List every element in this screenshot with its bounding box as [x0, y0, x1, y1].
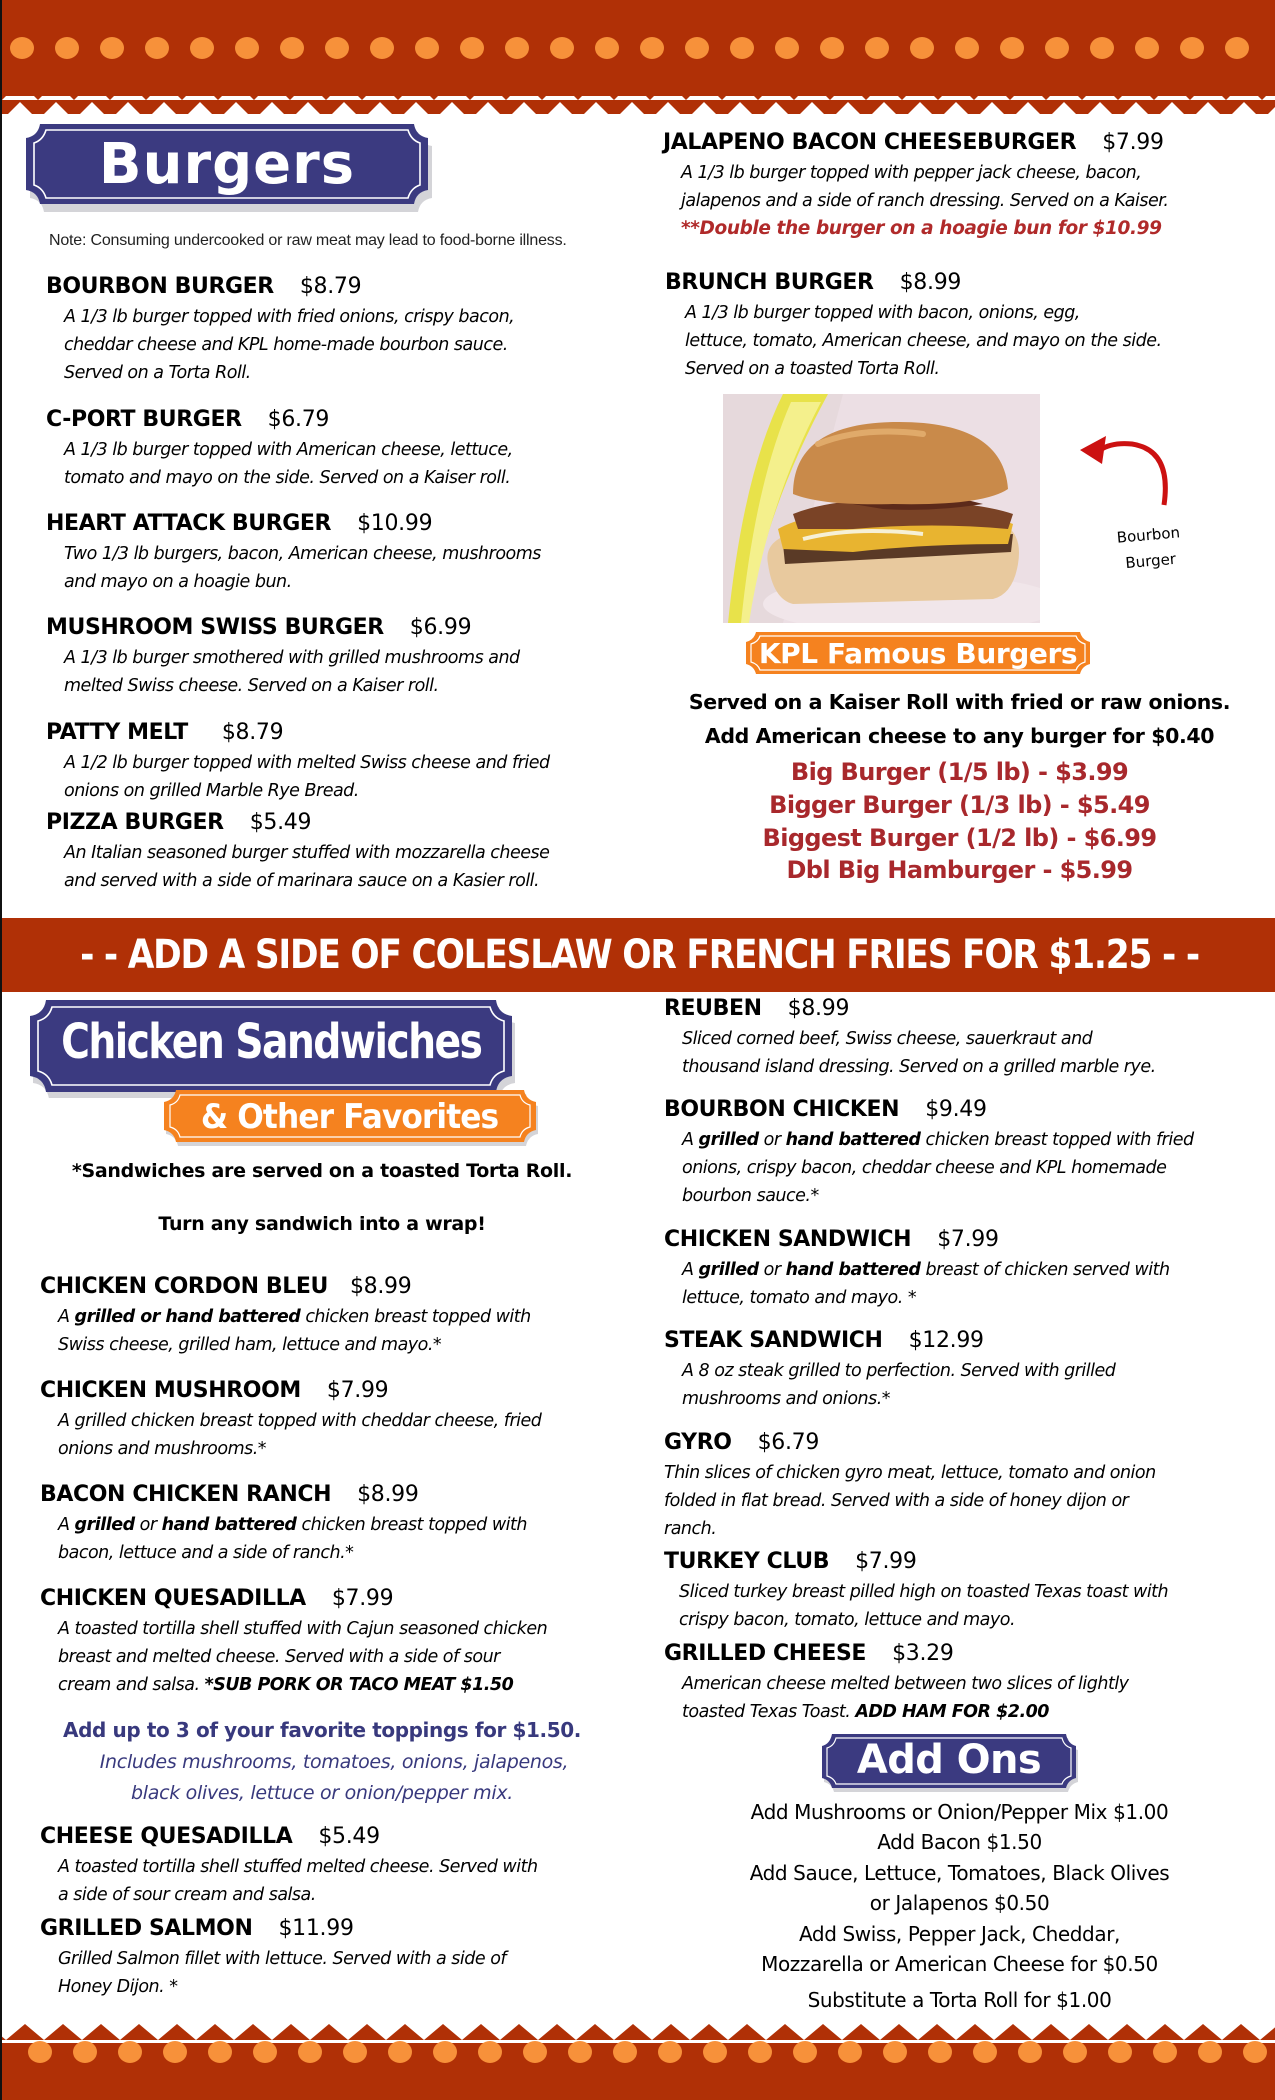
item-name: BOURBON CHICKEN: [664, 1097, 900, 1122]
menu-item-bourbon-burger: [46, 274, 514, 387]
item-price: $11.99: [278, 1916, 354, 1941]
bourbon-burger-photo: [723, 394, 1040, 623]
menu-item-grilled-salmon: [40, 1916, 506, 2001]
chicken-title-text: Chicken Sandwiches: [60, 1014, 482, 1070]
item-name: PIZZA BURGER: [46, 810, 224, 835]
item-description: A toasted tortilla shell stuffed with Cajun seasoned chicken breast and melted cheese. Served with a side of sour cream and salsa. *SUB PORK OR TACO MEAT $1.50: [58, 1619, 548, 1695]
item-name: PATTY MELT: [46, 720, 188, 745]
item-description: Grilled Salmon fillet with lettuce. Served with a side of Honey Dijon. *: [58, 1949, 507, 1997]
item-description: A grilled or hand battered chicken breast topped with bacon, lettuce and a side of ranch.*: [58, 1515, 527, 1563]
item-name: BRUNCH BURGER: [665, 270, 874, 295]
toppings-list-line2: black olives, lettuce or onion/pepper mix.: [130, 1782, 514, 1804]
item-description: A 8 oz steak grilled to perfection. Served with grilled mushrooms and onions.*: [682, 1361, 1116, 1409]
item-price: $7.99: [331, 1586, 394, 1611]
item-description: Sliced turkey breast pilled high on toasted Texas toast with crispy bacon, tomato, lettuce and mayo.: [679, 1582, 1169, 1630]
top-decorative-band: [2, 0, 1275, 114]
addon-sauce-veggies: Add Sauce, Lettuce, Tomatoes, Black Olives: [749, 1861, 1170, 1885]
item-name: HEART ATTACK BURGER: [46, 511, 332, 536]
burger-image-icon: [723, 394, 1040, 623]
side-offer-text: - - ADD A SIDE OF COLESLAW OR FRENCH FRIES FOR $1.25 - -: [80, 932, 1199, 978]
item-price: $7.99: [326, 1378, 389, 1403]
item-name: CHEESE QUESADILLA: [40, 1824, 293, 1849]
curved-arrow-icon: [1072, 430, 1172, 510]
scallop-border-icon: [2, 2020, 1275, 2100]
item-description: A grilled or hand battered chicken breast topped with Swiss cheese, grilled ham, lettuce and mayo.*: [58, 1307, 531, 1355]
addon-cheese-types: Mozzarella or American Cheese for $0.50: [761, 1952, 1158, 1976]
item-name: CHICKEN MUSHROOM: [40, 1378, 301, 1403]
addon-torta-roll: Substitute a Torta Roll for $1.00: [807, 1988, 1112, 2012]
add-ons-section-title: [820, 1732, 1078, 1792]
menu-item-bourbon-chicken: [664, 1097, 1194, 1210]
menu-item-patty-melt: [46, 720, 550, 805]
other-favorites-subtitle: [162, 1088, 538, 1146]
item-name: JALAPENO BACON CHEESEBURGER: [663, 130, 1077, 155]
kpl-price-big-burger: Big Burger (1/5 lb) - $3.99: [790, 758, 1129, 786]
menu-item-cheese-quesadilla: [40, 1824, 538, 1909]
kpl-price-bigger-burger: Bigger Burger (1/3 lb) - $5.49: [769, 791, 1150, 819]
toppings-list-line1: Includes mushrooms, tomatoes, onions, jalapenos,: [99, 1751, 569, 1773]
item-price: $6.99: [409, 615, 472, 640]
menu-item-chicken-quesadilla: [40, 1586, 547, 1699]
item-price: $9.49: [925, 1097, 987, 1122]
menu-item-grilled-cheese: [664, 1641, 1129, 1726]
item-price: $8.99: [787, 996, 850, 1021]
item-name: REUBEN: [664, 996, 762, 1021]
addon-mushrooms: Add Mushrooms or Onion/Pepper Mix $1.00: [750, 1800, 1169, 1824]
menu-item-pizza-burger: [46, 810, 549, 895]
item-price: $7.99: [1102, 130, 1164, 155]
item-description: A 1/3 lb burger topped with fried onions, crispy bacon, cheddar cheese and KPL home-made bourbon sauce. Served on a Torta Roll.: [64, 307, 515, 383]
item-price: $7.99: [937, 1227, 999, 1252]
item-name: GRILLED CHEESE: [664, 1641, 867, 1666]
menu-item-steak-sandwich: [664, 1328, 1115, 1413]
menu-item-brunch-burger: [665, 270, 1162, 383]
menu-item-jalapeno-bacon-cheeseburger: [663, 130, 1168, 243]
kpl-cheese-info: Add American cheese to any burger for $0.40: [704, 724, 1215, 748]
menu-item-reuben: [664, 996, 1156, 1081]
item-price: $5.49: [249, 810, 312, 835]
add-ons-title-text: Add Ons: [856, 1737, 1042, 1783]
item-description: A 1/3 lb burger smothered with grilled mushrooms and melted Swiss cheese. Served on a Kaiser roll.: [64, 648, 520, 696]
sandwich-roll-note: *Sandwiches are served on a toasted Torta Roll.: [71, 1160, 573, 1182]
item-price: $7.99: [855, 1549, 917, 1574]
wrap-note: Turn any sandwich into a wrap!: [158, 1213, 486, 1235]
menu-item-gyro: [664, 1430, 1156, 1543]
item-name: CHICKEN CORDON BLEU: [40, 1274, 328, 1299]
item-price: $12.99: [908, 1328, 984, 1353]
item-description: American cheese melted between two slices of lightly toasted Texas Toast. ADD HAM FOR $2.00: [682, 1674, 1129, 1722]
item-description: A grilled or hand battered breast of chicken served with lettuce, tomato and mayo. *: [682, 1260, 1170, 1308]
menu-item-chicken-sandwich: [664, 1227, 1170, 1312]
double-burger-offer: **Double the burger on a hoagie bun for $10.99: [681, 218, 1162, 239]
item-description: A 1/3 lb burger topped with American cheese, lettuce, tomato and mayo on the side. Served on a Kaiser roll.: [64, 440, 513, 488]
kpl-famous-burgers-title: [744, 630, 1092, 676]
addon-jalapenos: or Jalapenos $0.50: [869, 1891, 1050, 1915]
item-description: A 1/3 lb burger topped with bacon, onions, egg, lettuce, tomato, American cheese, and mayo on the side. Served on a toasted Torta Roll.: [685, 303, 1162, 379]
addon-cheese: Add Swiss, Pepper Jack, Cheddar,: [799, 1922, 1120, 1946]
menu-item-chicken-cordon-bleu: [40, 1274, 531, 1359]
menu-item-bacon-chicken-ranch: [40, 1482, 527, 1567]
item-name: MUSHROOM SWISS BURGER: [46, 615, 384, 640]
kpl-title-text: KPL Famous Burgers: [758, 636, 1078, 670]
item-description: A 1/2 lb burger topped with melted Swiss cheese and fried onions on grilled Marble Rye Bread.: [64, 753, 550, 801]
menu-item-c-port-burger: [46, 407, 513, 492]
item-name: BOURBON BURGER: [46, 274, 274, 299]
item-description: A toasted tortilla shell stuffed melted cheese. Served with a side of sour cream and salsa.: [58, 1857, 538, 1905]
item-description: A 1/3 lb burger topped with pepper jack cheese, bacon, jalapenos and a side of ranch dressing. Served on a Kaiser.: [681, 163, 1169, 211]
item-price: $8.79: [299, 274, 362, 299]
kpl-served-info: Served on a Kaiser Roll with fried or raw onions.: [688, 690, 1231, 714]
item-price: $6.79: [757, 1430, 820, 1455]
item-price: $8.99: [899, 270, 962, 295]
item-name: GRILLED SALMON: [40, 1916, 253, 1941]
item-description: A grilled or hand battered chicken breast topped with fried onions, crispy bacon, cheddar cheese and KPL homemade bourbon sauce.*: [682, 1130, 1194, 1206]
item-name: BACON CHICKEN RANCH: [40, 1482, 332, 1507]
bottom-decorative-band: [2, 2020, 1275, 2100]
addon-bacon: Add Bacon $1.50: [877, 1830, 1042, 1854]
menu-item-heart-attack-burger: [46, 511, 541, 596]
item-description: Thin slices of chicken gyro meat, lettuce, tomato and onion folded in flat bread. Served with a side of honey dijon or ranch.: [664, 1463, 1156, 1539]
item-price: $5.49: [318, 1824, 380, 1849]
menu-item-chicken-mushroom: [40, 1378, 541, 1463]
item-description: Two 1/3 lb burgers, bacon, American cheese, mushrooms and mayo on a hoagie bun.: [64, 544, 541, 592]
item-name: TURKEY CLUB: [664, 1549, 830, 1574]
item-price: $8.99: [349, 1274, 412, 1299]
menu-item-turkey-club: [664, 1549, 1168, 1634]
kpl-price-dbl-big-hamburger: Dbl Big Hamburger - $5.99: [786, 856, 1133, 884]
item-name: CHICKEN SANDWICH: [664, 1227, 912, 1252]
burgers-title-text: Burgers: [98, 131, 356, 197]
bourbon-burger-callout: Bourbon Burger: [1116, 523, 1181, 573]
item-name: C-PORT BURGER: [46, 407, 242, 432]
item-price: $8.99: [357, 1482, 419, 1507]
item-price: $6.79: [267, 407, 330, 432]
item-price: $10.99: [357, 511, 433, 536]
item-name: GYRO: [664, 1430, 732, 1455]
item-description: An Italian seasoned burger stuffed with mozzarella cheese and served with a side of marinara sauce on a Kasier roll.: [64, 843, 550, 891]
subtitle-text: & Other Favorites: [201, 1097, 499, 1137]
menu-item-mushroom-swiss-burger: [46, 615, 520, 700]
item-description: A grilled chicken breast topped with cheddar cheese, fried onions and mushrooms.*: [58, 1411, 542, 1459]
kpl-price-biggest-burger: Biggest Burger (1/2 lb) - $6.99: [762, 824, 1157, 852]
item-price: $3.29: [892, 1641, 954, 1666]
chicken-sandwiches-section-title: [26, 998, 516, 1098]
side-offer-banner: [2, 918, 1275, 992]
toppings-offer-heading: Add up to 3 of your favorite toppings for $1.50.: [63, 1718, 581, 1742]
item-description: Sliced corned beef, Swiss cheese, sauerkraut and thousand island dressing. Served on a grilled marble rye.: [682, 1029, 1156, 1077]
item-name: STEAK SANDWICH: [664, 1328, 883, 1353]
item-price: $8.79: [221, 720, 284, 745]
item-name: CHICKEN QUESADILLA: [40, 1586, 306, 1611]
food-safety-note: Note: Consuming undercooked or raw meat may lead to food-borne illness.: [49, 232, 567, 249]
scallop-border-icon: [2, 0, 1275, 114]
burgers-section-title: [22, 122, 432, 214]
